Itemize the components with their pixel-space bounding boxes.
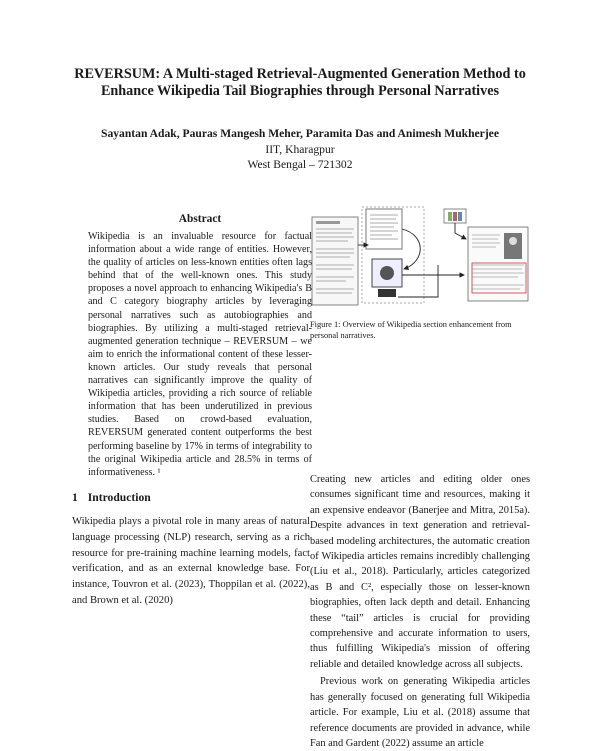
abstract-heading: Abstract bbox=[178, 213, 222, 225]
section-number: 1 bbox=[72, 491, 78, 504]
introduction-text: Wikipedia plays a pivotal role in many areas of natural language processing (NLP) research, serving as a rich resource for pre-training machine learning models, fact verification, and as an external knowledge base. For instance, Touvron et al. (2023), Thoppilan et al. (2022), and Brown et al. (2020) bbox=[72, 516, 310, 606]
affiliation-location: West Bengal – 721302 bbox=[247, 158, 353, 171]
section-title: Introduction bbox=[87, 491, 151, 504]
author-block bbox=[40, 126, 560, 173]
author-names: Sayantan Adak, Pauras Mangesh Meher, Paramita Das and Animesh Mukherjee bbox=[101, 127, 499, 140]
affiliation-institute: IIT, Kharagpur bbox=[265, 142, 335, 156]
books-icon bbox=[444, 209, 466, 223]
enhanced-article-thumbnail bbox=[468, 227, 528, 301]
title-line-2: Enhance Wikipedia Tail Biographies through Personal Narratives bbox=[100, 83, 500, 99]
right-column bbox=[310, 472, 530, 751]
wiki-article-thumbnail bbox=[312, 217, 358, 305]
section-heading bbox=[72, 491, 151, 504]
abstract-text: Wikipedia is an invaluable resource for factual information about a wide range of entities. However, the quality of articles on less-known entities often lags behind that of the well-known ones. This study proposes a novel approach to enhancing Wikipedia's B and C category biography articles by leveraging personal narratives such as autobiographies and biographies. By utilizing a multi-staged retrieval-augmented generation technique – REVERSUM – we aim to enrich the informational content of these lesser-known articles. Our study reveals that personal narratives can significantly improve the quality of Wikipedia articles, providing a rich source of reliable information that has been underutilized in previous studies. Based on crowd-based evaluation, REVERSUM generated content outperforms the best performing baseline by 17% in terms of integrability to the original Wikipedia article and 28.5% in terms of informativeness. ¹ bbox=[88, 231, 312, 478]
figure-caption: Figure 1: Overview of Wikipedia section enhancement from personal narratives. bbox=[310, 320, 512, 340]
narrative-document-icon bbox=[366, 209, 402, 249]
right-paragraph-1: Creating new articles and editing older ones consumes significant time and resources, making it an expensive endeavor (Banerjee and Mitra, 2015a). Despite advances in text generation and retrieval-based modeling architectures, the automatic creation of Wikipedia articles remains incredibly challenging (Liu et al., 2018). Particularly, articles categorized as B and C², especially those on lesser-known biographies, often lack depth and detail. Enhancing these “tail” articles is crucial for providing comprehensive and accurate information to users, thus fulfilling Wikipedia's mission of offering reliable and detailed knowledge across all subjects. bbox=[310, 474, 530, 670]
paper-title bbox=[40, 66, 560, 100]
figure-overview bbox=[308, 205, 532, 315]
right-paragraph-2: Previous work on generating Wikipedia articles has generally focused on generating full Wikipedia article. For example, Liu et al. (2018) assume that reference documents are provided in advance, while Fan and Gardent (2022) assume an article bbox=[310, 676, 530, 749]
retrieval-model-icon bbox=[372, 259, 402, 297]
figure-diagram bbox=[308, 205, 532, 315]
title-line-1: REVERSUM: A Multi-staged Retrieval-Augmented Generation Method to bbox=[74, 66, 526, 82]
